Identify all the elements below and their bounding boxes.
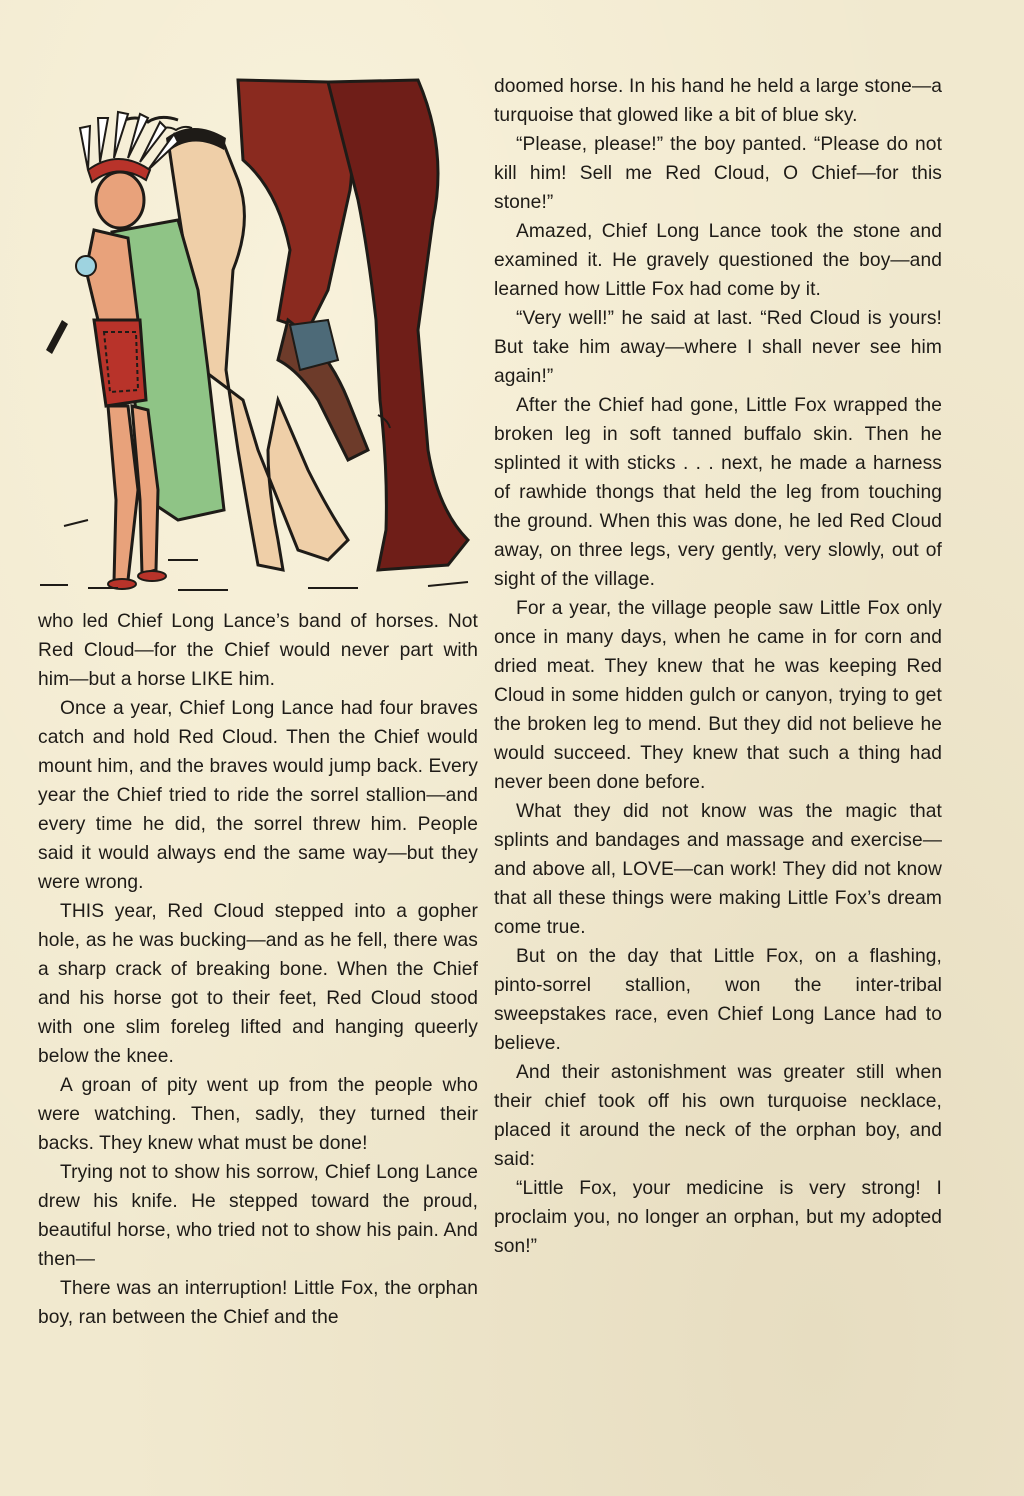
paragraph: Once a year, Chief Long Lance had four braves catch and hold Red Cloud. Then the Chief would mount him, and the braves would jump back. Every year the Chief tried to ride the sorrel stallion—and every time he did, the sorrel threw him. People said it would always end the same way—but they were wrong. <box>38 698 478 893</box>
paragraph: After the Chief had gone, Little Fox wrapped the broken leg in soft tanned buffalo skin. Then he splinted it with sticks . . . next, he made a harness of rawhide thongs that held the leg from touching the ground. When this was done, he led Red Cloud away, on three legs, very gently, very slowly, out of sight of the village. <box>494 395 942 590</box>
paragraph: What they did not know was the magic that splints and bandages and massage and exercise—and above all, LOVE—can work! They did not know that all these things were making Little Fox’s dream come true. <box>494 801 942 938</box>
paragraph: And their astonishment was greater still when their chief took off his own turquoise necklace, placed it around the neck of the orphan boy, and said: <box>494 1062 942 1170</box>
right-text-column <box>494 72 942 1261</box>
paragraph: A groan of pity went up from the people who were watching. Then, sadly, they turned their backs. They knew what must be done! <box>38 1075 478 1154</box>
paragraph: THIS year, Red Cloud stepped into a gopher hole, as he was bucking—and as he fell, there was a sharp crack of breaking bone. When the Chief and his horse got to their feet, Red Cloud stood with one slim foreleg lifted and hanging queerly below the knee. <box>38 901 478 1067</box>
paragraph: who led Chief Long Lance’s band of horses. Not Red Cloud—for the Chief would never part with him—but a horse LIKE him. <box>38 611 478 690</box>
paragraph: Trying not to show his sorrow, Chief Long Lance drew his knife. He stepped toward the proud, beautiful horse, who tried not to show his pain. And then— <box>38 1162 478 1270</box>
paragraph: Amazed, Chief Long Lance took the stone and examined it. He gravely questioned the boy—and learned how Little Fox had come by it. <box>494 221 942 300</box>
paragraph: doomed horse. In his hand he held a large stone—a turquoise that glowed like a bit of blue sky. <box>494 76 942 126</box>
paragraph: There was an interruption! Little Fox, the orphan boy, ran between the Chief and the <box>38 1278 478 1328</box>
paragraph: “Very well!” he said at last. “Red Cloud is yours! But take him away—where I shall never see him again!” <box>494 308 942 387</box>
paragraph: But on the day that Little Fox, on a flashing, pinto-sorrel stallion, won the inter-tribal sweepstakes race, even Chief Long Lance had to believe. <box>494 946 942 1054</box>
paragraph: For a year, the village people saw Little Fox only once in many days, when he came in for corn and dried meat. They knew that he was keeping Red Cloud in some hidden gulch or canyon, trying to get the broken leg to mend. But they did not believe he would succeed. They knew that such a thing had never been done before. <box>494 598 942 793</box>
paragraph: “Please, please!” the boy panted. “Please do not kill him! Sell me Red Cloud, O Chief—for this stone!” <box>494 134 942 213</box>
left-text-column <box>38 607 478 1332</box>
paragraph: “Little Fox, your medicine is very strong! I proclaim you, no longer an orphan, but my adopted son!” <box>494 1178 942 1257</box>
chief-and-horse-illustration <box>28 70 488 600</box>
